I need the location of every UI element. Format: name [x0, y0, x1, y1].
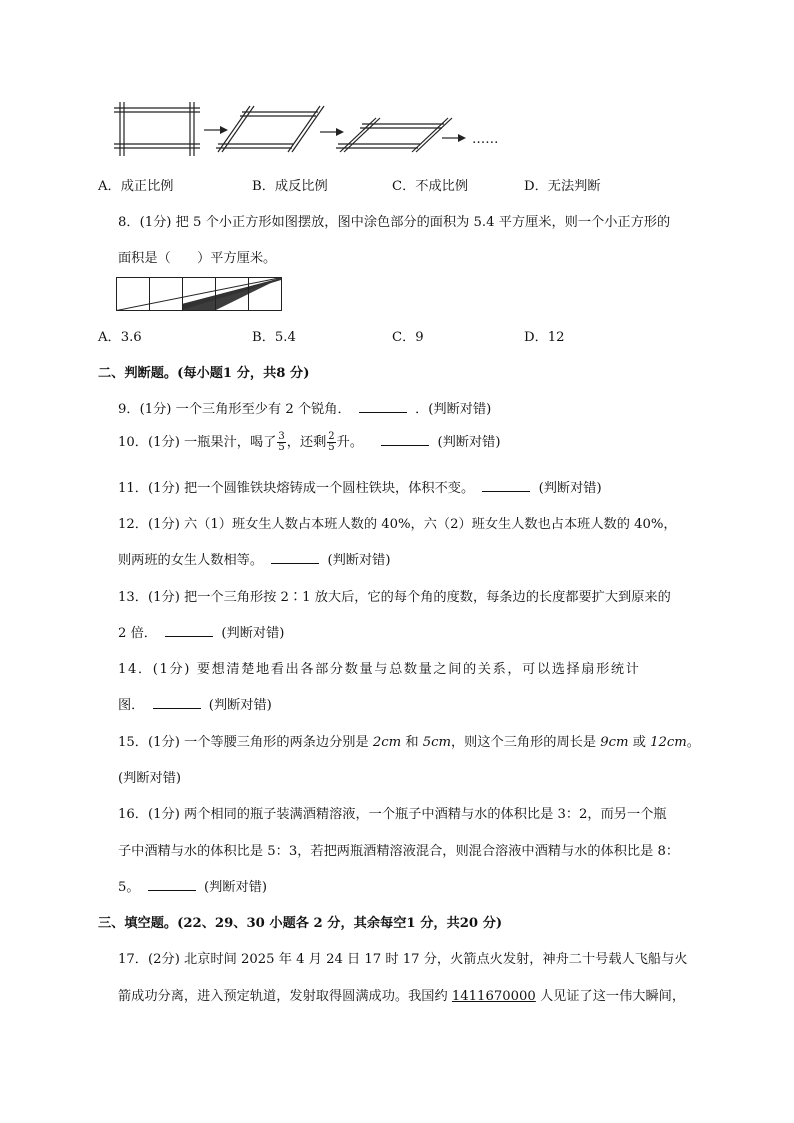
- q12-answer-blank[interactable]: [271, 551, 319, 564]
- q16-line1: 16．(1分) 两个相同的瓶子装满酒精溶液，一个瓶子中酒精与水的体积比是 3：2，而另一个瓶: [118, 807, 667, 822]
- q8-option-c[interactable]: C．9: [392, 330, 424, 345]
- q15-perimeter-1: 9cm: [600, 735, 629, 750]
- q13-suffix: (判断对错): [221, 626, 285, 641]
- q7-option-b[interactable]: B．成反比例: [252, 179, 328, 194]
- q7-ellipsis: ……: [472, 132, 499, 147]
- q10-f2-numerator: 2: [328, 431, 335, 442]
- q12-suffix: (判断对错): [327, 553, 391, 568]
- q17-underlined-number: 1411670000: [451, 989, 536, 1004]
- q17-line1: 17．(2分) 北京时间 2025 年 4 月 24 日 17 时 17 分，火箭点火发射，神舟二十号载人飞船与火: [118, 952, 688, 967]
- q15-pre: 15．(1分) 一个等腰三角形的两条边分别是: [118, 735, 373, 750]
- q11-text: 11．(1分) 把一个圆锥铁块熔铸成一个圆柱铁块，体积不变。: [118, 481, 475, 496]
- q10-line: [118, 431, 500, 453]
- q10-mid: ，还剩: [286, 435, 327, 450]
- q11-answer-blank[interactable]: [482, 479, 530, 492]
- q10-pre: 10．(1分) 一瓶果汁，喝了: [118, 435, 277, 450]
- q8-question-line1: 8．(1分) 把 5 个小正方形如图摆放，图中涂色部分的面积为 5.4 平方厘米，则一个小正方形的: [118, 215, 671, 230]
- q8-option-b[interactable]: B．5.4: [252, 330, 296, 345]
- q15-end: 。: [686, 735, 700, 750]
- q15-perimeter-2: 12cm: [650, 735, 687, 750]
- q12-line2: [118, 549, 391, 568]
- q9-suffix: ．(判断对错): [415, 402, 492, 417]
- section3-title: 三、填空题。(22、29、30 小题各 2 分，其余每空1 分，共20 分): [98, 916, 503, 931]
- q17-line2: [118, 985, 685, 1004]
- q9-text: 9．(1分) 一个三角形至少有 2 个锐角．: [118, 402, 351, 417]
- q7-option-a[interactable]: A．成正比例: [98, 179, 174, 194]
- q10-f1-numerator: 3: [278, 431, 285, 442]
- q16-answer-blank[interactable]: [148, 878, 196, 891]
- q15-mid: ，则这个三角形的周长是: [450, 735, 601, 750]
- q14-line1: 14．(1分) 要想清楚地看出各部分数量与总数量之间的关系，可以选择扇形统计: [118, 662, 641, 677]
- q15-line1: [118, 731, 700, 750]
- q9-answer-blank[interactable]: [359, 400, 407, 413]
- q8-option-a[interactable]: A．3.6: [98, 330, 142, 345]
- q14-answer-blank[interactable]: [153, 696, 201, 709]
- q13-line1: 13．(1分) 把一个三角形按 2∶1 放大后，它的每个角的度数，每条边的长度都要扩大到原来的: [118, 590, 671, 605]
- q15-and: 和: [401, 735, 423, 750]
- q15-side-b: 5cm: [422, 735, 451, 750]
- q9-line: [118, 398, 491, 417]
- q13-line2: [118, 622, 284, 641]
- q15-or: 或: [628, 735, 651, 750]
- q10-f1-denominator: 5: [278, 442, 285, 453]
- q12-line1: 12．(1分) 六（1）班女生人数占本班人数的 40%，六（2）班女生人数也占本班人数的 40%，: [118, 517, 677, 532]
- q15-side-a: 2cm: [372, 735, 402, 750]
- q12-text: 则两班的女生人数相等。: [118, 553, 264, 568]
- q17-line2-pre: 箭成功分离，进入预定轨道，发射取得圆满成功。我国约: [118, 989, 452, 1004]
- q14-suffix: (判断对错): [208, 698, 272, 713]
- q13-text: 2 倍．: [118, 626, 157, 641]
- q16-text: 5。: [118, 880, 140, 895]
- q10-post: 升。: [336, 435, 364, 450]
- q14-text: 图．: [118, 698, 145, 713]
- q15-line2: (判断对错): [118, 771, 182, 786]
- q10-suffix: (判断对错): [437, 435, 501, 450]
- q10-f2-denominator: 5: [328, 442, 335, 453]
- q8-question-line2: 面积是（ ）平方厘米。: [118, 251, 277, 266]
- q14-line2: [118, 694, 272, 713]
- q10-answer-blank[interactable]: [381, 433, 429, 446]
- q7-option-d[interactable]: D．无法判断: [524, 179, 601, 194]
- q17-line2-post: 人见证了这一伟大瞬间，: [535, 989, 686, 1004]
- section2-title: 二、判断题。(每小题1 分，共8 分): [98, 366, 310, 381]
- q10-fraction-1: [277, 432, 285, 453]
- q7-frames-figure: [112, 100, 512, 160]
- q8-option-d[interactable]: D．12: [524, 330, 565, 345]
- q10-fraction-2: [327, 432, 335, 453]
- q16-suffix: (判断对错): [203, 880, 268, 895]
- q7-option-c[interactable]: C．不成比例: [392, 179, 469, 194]
- q16-line3: [118, 876, 267, 895]
- q11-line: [118, 477, 602, 496]
- q11-suffix: (判断对错): [538, 481, 602, 496]
- q13-answer-blank[interactable]: [165, 624, 213, 637]
- q16-line2: 子中酒精与水的体积比是 5：3，若把两瓶酒精溶液混合，则混合溶液中酒精与水的体积比是 8：: [118, 844, 680, 859]
- q8-squares-figure: [116, 277, 286, 313]
